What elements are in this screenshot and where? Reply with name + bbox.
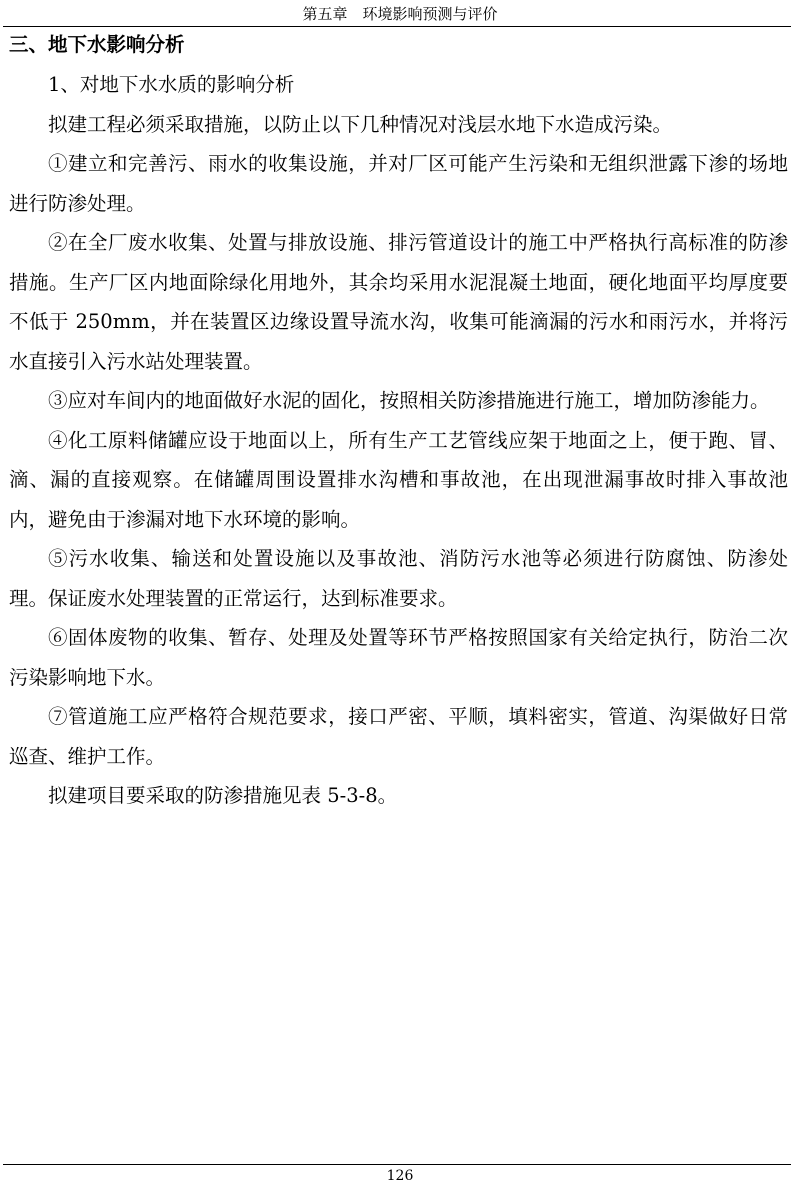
subsection-heading: 1、对地下水水质的影响分析 xyxy=(48,73,295,96)
measure-item-4: ④化工原料储罐应设于地面以上，所有生产工艺管线应架于地面之上，便于跑、冒、滴、漏的直接观察。在储罐周围设置排水沟槽和事故池，在出现泄漏事故时排入事故池内，避免由于渗漏对地下水环境的影响。 xyxy=(9,428,788,531)
measure-item-7: ⑦管道施工应严格符合规范要求，接口严密、平顺，填料密实，管道、沟渠做好日常巡查、维护工作。 xyxy=(9,705,788,768)
intro-paragraph: 拟建工程必须采取措施，以防止以下几种情况对浅层水地下水造成污染。 xyxy=(48,112,673,136)
measure-item-3: ③应对车间内的地面做好水泥的固化，按照相关防渗措施进行施工，增加防渗能力。 xyxy=(48,389,770,412)
closing-paragraph: 拟建项目要采取的防渗措施见表 5-3-8。 xyxy=(48,784,398,807)
document-body xyxy=(9,30,788,816)
measure-item-2: ②在全厂废水收集、处置与排放设施、排污管道设计的施工中严格执行高标准的防渗措施。生产厂区内地面除绿化用地外，其余均采用水泥混凝土地面，硬化地面平均厚度要不低于 250mm，并在装置区边缘设置导流水沟，收集可能滴漏的污水和雨污水，并将污水直接引入污水站处理装置。 xyxy=(9,231,788,373)
section-heading: 三、地下水影响分析 xyxy=(9,33,185,56)
measure-item-5: ⑤污水收集、输送和处置设施以及事故池、消防污水池等必须进行防腐蚀、防渗处理。保证废水处理装置的正常运行，达到标准要求。 xyxy=(9,547,788,610)
page-number: 126 xyxy=(386,1168,414,1184)
footer-divider xyxy=(3,1164,791,1165)
measure-item-6: ⑥固体废物的收集、暂存、处理及处置等环节严格按照国家有关给定执行，防治二次污染影响地下水。 xyxy=(9,626,788,689)
page-header: 第五章 环境影响预测与评价 xyxy=(302,5,498,23)
measure-item-1: ①建立和完善污、雨水的收集设施，并对厂区可能产生污染和无组织泄露下渗的场地进行防渗处理。 xyxy=(9,152,788,215)
header-divider xyxy=(3,26,791,27)
